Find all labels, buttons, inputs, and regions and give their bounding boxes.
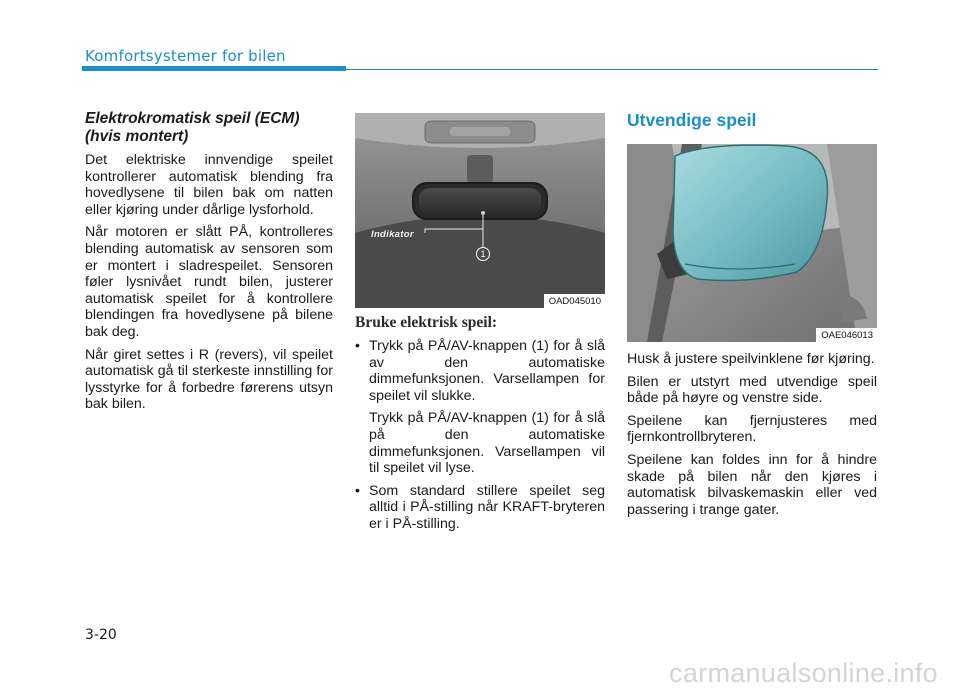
- bullet-text: Som standard stillere speilet seg alltid i PÅ-stilling når KRAFT-bryteren er i PÅ-stilling.: [369, 482, 605, 532]
- ecm-paragraph-3: Når giret settes i R (revers), vil speilet automatisk gå til sterkeste innstilling for lysstyrke for å forbedre førerens utsyn bak bilen.: [85, 346, 333, 413]
- watermark[interactable]: carmanualsonline.info: [669, 658, 938, 688]
- ecm-paragraph-2: Når motoren er slått PÅ, kontrolleres blending automatisk av sensoren som er montert i sladrespeilet. Sensoren føler lysnivået rundt bilen, justerer automatisk speilet for å kontrollere blendingen fra hovedlysene på bilene bak deg.: [85, 224, 333, 340]
- header-rule-thin: [346, 69, 878, 70]
- exterior-paragraph-3: Speilene kan fjernjusteres med fjernkontrollbryteren.: [627, 412, 877, 446]
- column-ecm: [85, 108, 333, 419]
- figure-code: OAD045010: [544, 294, 605, 308]
- figure-side-mirror: [627, 144, 877, 342]
- exterior-paragraph-1: Husk å justere speilvinklene før kjøring.: [627, 351, 875, 367]
- bullet-item-1: [355, 338, 605, 404]
- rearview-mirror-illustration: [355, 113, 605, 308]
- side-mirror-illustration: [627, 144, 877, 342]
- bullet-text: Trykk på PÅ/AV-knappen (1) for å slå av den automatiske dimmefunksjonen. Varsellampen for speilet vil slukke.: [369, 338, 605, 404]
- figure-code: OAE046013: [816, 328, 877, 342]
- bullet-dot: •: [355, 338, 360, 354]
- bullet-item-2: [355, 483, 605, 533]
- ecm-paragraph-1: Det elektriske innvendige speilet kontrollerer automatisk blending fra hovedlysene til bilen bak om natten eller kjøring under dårlige lysforhold.: [85, 152, 333, 218]
- page-number: 3-20: [85, 627, 117, 643]
- exterior-mirrors-heading: Utvendige speil: [627, 110, 757, 130]
- column-electric-mirror: [355, 113, 605, 539]
- bullet-continuation-1: Trykk på PÅ/AV-knappen (1) for å slå på den automatiske dimmefunksjonen. Varsellampen vil til speilet vil lyse.: [369, 410, 605, 477]
- electric-mirror-subheading: Bruke elektrisk speil:: [355, 314, 498, 331]
- column-exterior-mirrors: [627, 106, 877, 524]
- bullet-dot: •: [355, 482, 360, 499]
- figure-rearview-mirror: [355, 113, 605, 308]
- exterior-paragraph-2: Bilen er utstyrt med utvendige speil både på høyre og venstre side.: [627, 373, 877, 407]
- exterior-paragraph-4: Speilene kan foldes inn for å hindre skade på bilen når den kjøres i automatisk bilvaskemaskin eller ved passering i trange gater.: [627, 451, 877, 518]
- indicator-label: Indikator: [371, 229, 414, 240]
- header-title: Komfortsystemer for bilen: [85, 47, 286, 65]
- header-rule-thick: [82, 66, 346, 71]
- callout-number: 1: [476, 247, 490, 261]
- ecm-heading: Elektrokromatisk speil (ECM) (hvis montert): [85, 110, 300, 145]
